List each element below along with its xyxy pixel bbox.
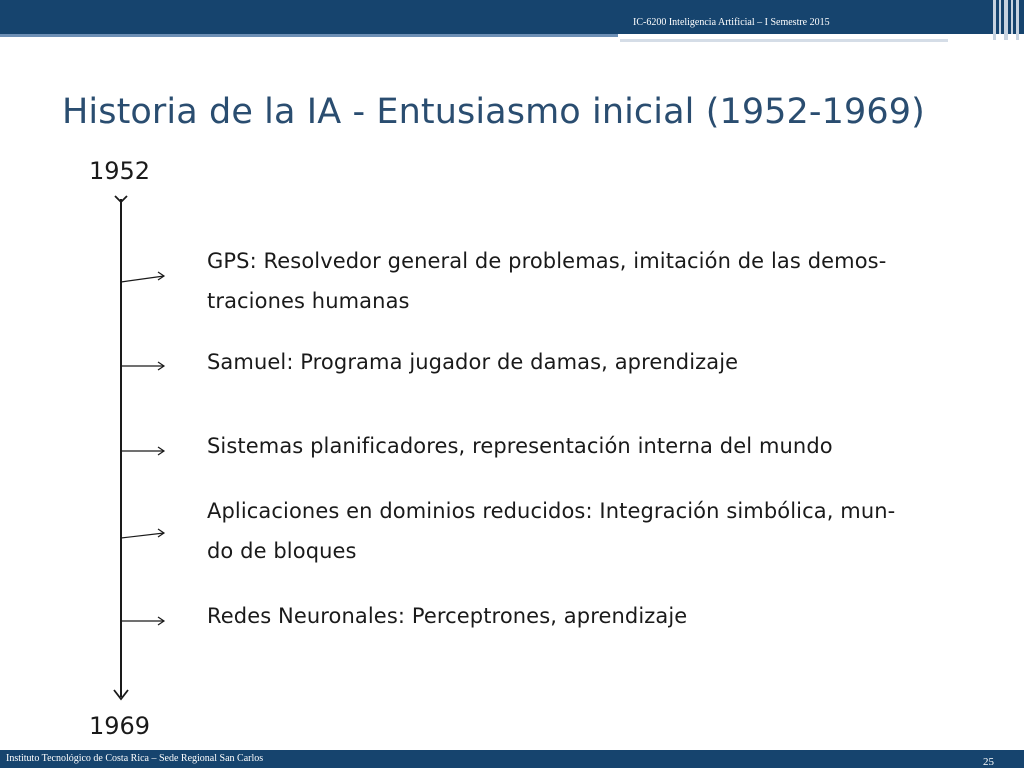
timeline-item-aplicaciones: Aplicaciones en dominios reducidos: Integración simbólica, mun- do de bloques: [207, 499, 896, 563]
footer-institution: Instituto Tecnológico de Costa Rica – Sede Regional San Carlos: [6, 753, 264, 764]
timeline-item-redes: Redes Neuronales: Perceptrones, aprendizaje: [207, 604, 688, 628]
timeline-item-gps: GPS: Resolvedor general de problemas, imitación de las demos- traciones humanas: [207, 249, 887, 313]
branch-arrow: [121, 272, 164, 282]
timeline-start-year: 1952: [89, 157, 151, 185]
slide-title: Historia de la IA - Entusiasmo inicial (1952-1969): [62, 92, 925, 132]
branch-arrow: [121, 617, 164, 625]
page-number: 25: [983, 756, 994, 768]
timeline-item-planificadores: Sistemas planificadores, representación interna del mundo: [207, 434, 833, 458]
timeline-item-samuel: Samuel: Programa jugador de damas, aprendizaje: [207, 350, 739, 374]
branch-arrow: [121, 447, 164, 455]
branch-arrow: [121, 529, 164, 538]
branch-arrow: [121, 362, 164, 370]
course-header: IC-6200 Inteligencia Artificial – I Semestre 2015: [633, 17, 830, 28]
timeline-end-year: 1969: [89, 712, 151, 740]
